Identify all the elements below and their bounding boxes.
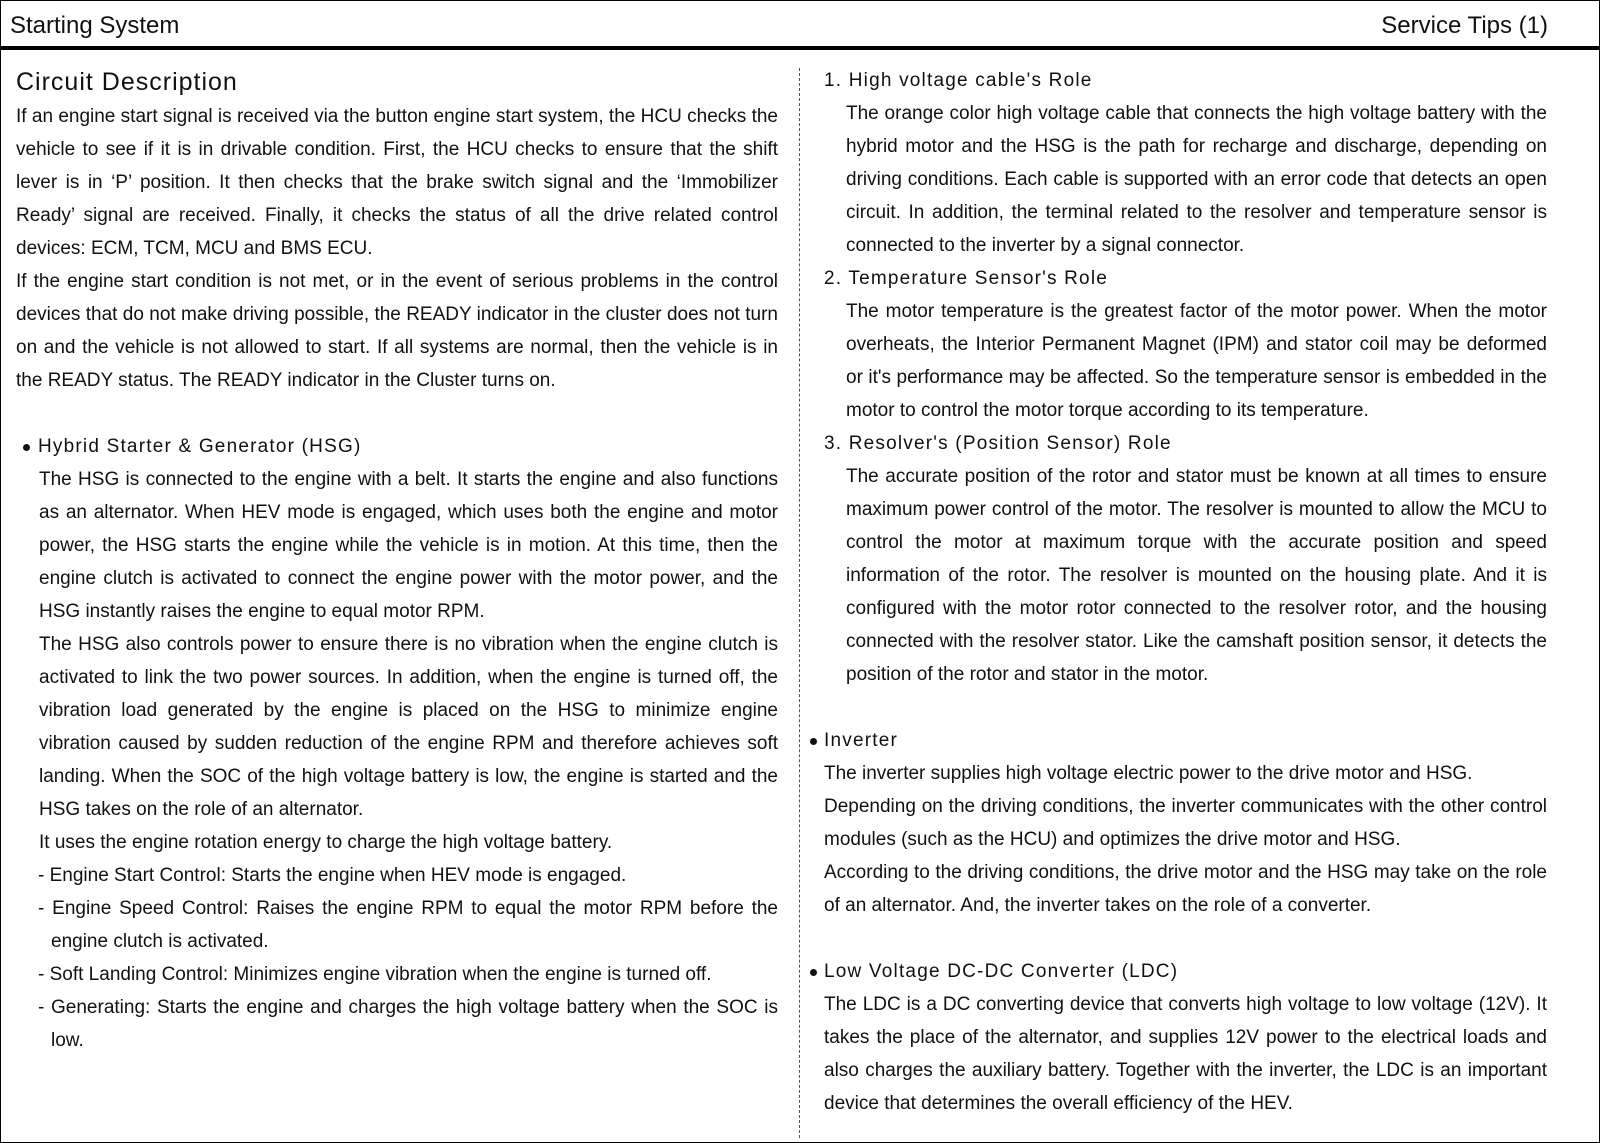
hsg-list-item: - Soft Landing Control: Minimizes engine vibration when the engine is turned off. — [38, 964, 712, 985]
role-text: The motor temperature is the greatest factor of the motor power. When the motor overheats, the Interior Permanent Magnet (IPM) and stator coil may be deformed or it's performance may be affected. So the temperature sensor is embedded in the motor to control the motor torque according to its temperature. — [846, 301, 1547, 421]
inverter-text: According to the driving conditions, the drive motor and the HSG may take on the role of an alternator. And, the inverter takes on the role of a converter. — [824, 862, 1547, 916]
role-heading: 3. Resolver's (Position Sensor) Role — [824, 433, 1172, 454]
role-heading: 1. High voltage cable's Role — [824, 70, 1093, 91]
hsg-paragraph: The HSG is connected to the engine with a belt. It starts the engine and also functions as an alternator. When HEV mode is engaged, which uses both the engine and motor power, the HSG starts the engine while the vehicle is in motion. At this time, then the engine clutch is activated to connect the engine power with the motor power, and the HSG instantly raises the engine to equal motor RPM. — [39, 469, 778, 622]
intro-paragraph: If the engine start condition is not met, or in the event of serious problems in the control devices that do not make driving possible, the READY indicator in the cluster does not turn on and the vehicle is not allowed to start. If all systems are normal, then the vehicle is in the READY status. The READY indicator in the Cluster turns on. — [16, 271, 778, 391]
hsg-heading: Hybrid Starter & Generator (HSG) — [16, 430, 778, 463]
hsg-paragraph: It uses the engine rotation energy to charge the high voltage battery. — [39, 832, 613, 853]
page-header — [0, 0, 1600, 50]
left-column — [16, 64, 778, 1057]
circuit-description-heading: Circuit Description — [16, 68, 238, 96]
inverter-heading: Inverter — [808, 724, 1547, 757]
hsg-list-item: - Engine Speed Control: Raises the engine RPM to equal the motor RPM before the engine clutch is activated. — [38, 898, 778, 952]
hsg-list-item: - Generating: Starts the engine and charges the high voltage battery when the SOC is low. — [38, 997, 778, 1051]
hsg-list-item: - Engine Start Control: Starts the engine when HEV mode is engaged. — [38, 865, 627, 886]
intro-paragraph: If an engine start signal is received via the button engine start system, the HCU checks the vehicle to see if it is in drivable condition. First, the HCU checks to ensure that the shift lever is in ‘P’ position. It then checks that the brake switch signal and the ‘Immobilizer Ready’ signal are received. Finally, it checks the status of all the drive related control devices: ECM, TCM, MCU and BMS ECU. — [16, 106, 778, 259]
role-heading: 2. Temperature Sensor's Role — [824, 268, 1109, 289]
role-text: The orange color high voltage cable that connects the high voltage battery with the hybrid motor and the HSG is the path for recharge and discharge, depending on driving conditions. Each cable is supported with an error code that detects an open circuit. In addition, the terminal related to the resolver and temperature sensor is connected to the inverter by a signal connector. — [846, 103, 1547, 256]
right-column — [824, 64, 1547, 1120]
column-divider — [799, 68, 800, 1138]
ldc-text: The LDC is a DC converting device that converts high voltage to low voltage (12V). It takes the place of the alternator, and supplies 12V power to the electrical loads and also charges the auxiliary battery. Together with the inverter, the LDC is an important device that determines the overall efficiency of the HEV. — [824, 994, 1547, 1114]
ldc-heading: Low Voltage DC-DC Converter (LDC) — [808, 955, 1547, 988]
role-text: The accurate position of the rotor and stator must be known at all times to ensure maximum power control of the motor. The resolver is mounted to allow the MCU to control the motor at maximum torque with the accurate position and speed information of the rotor. The resolver is mounted on the housing plate. And it is configured with the motor rotor connected to the resolver rotor, and the housing connected with the resolver stator. Like the camshaft position sensor, it detects the position of the rotor and stator in the motor. — [846, 466, 1547, 685]
inverter-text: Depending on the driving conditions, the inverter communicates with the other control modules (such as the HCU) and optimizes the drive motor and HSG. — [824, 796, 1547, 850]
hsg-paragraph: The HSG also controls power to ensure there is no vibration when the engine clutch is activated to link the two power sources. In addition, when the engine is turned off, the vibration load generated by the engine is placed on the HSG to minimize engine vibration caused by sudden reduction of the engine RPM and therefore achieves soft landing. When the SOC of the high voltage battery is low, the engine is started and the HSG takes on the role of an alternator. — [39, 634, 778, 820]
chapter-title: Starting System — [10, 12, 180, 39]
section-title: Service Tips (1) — [1381, 12, 1548, 39]
inverter-text: The inverter supplies high voltage electric power to the drive motor and HSG. — [824, 763, 1473, 784]
